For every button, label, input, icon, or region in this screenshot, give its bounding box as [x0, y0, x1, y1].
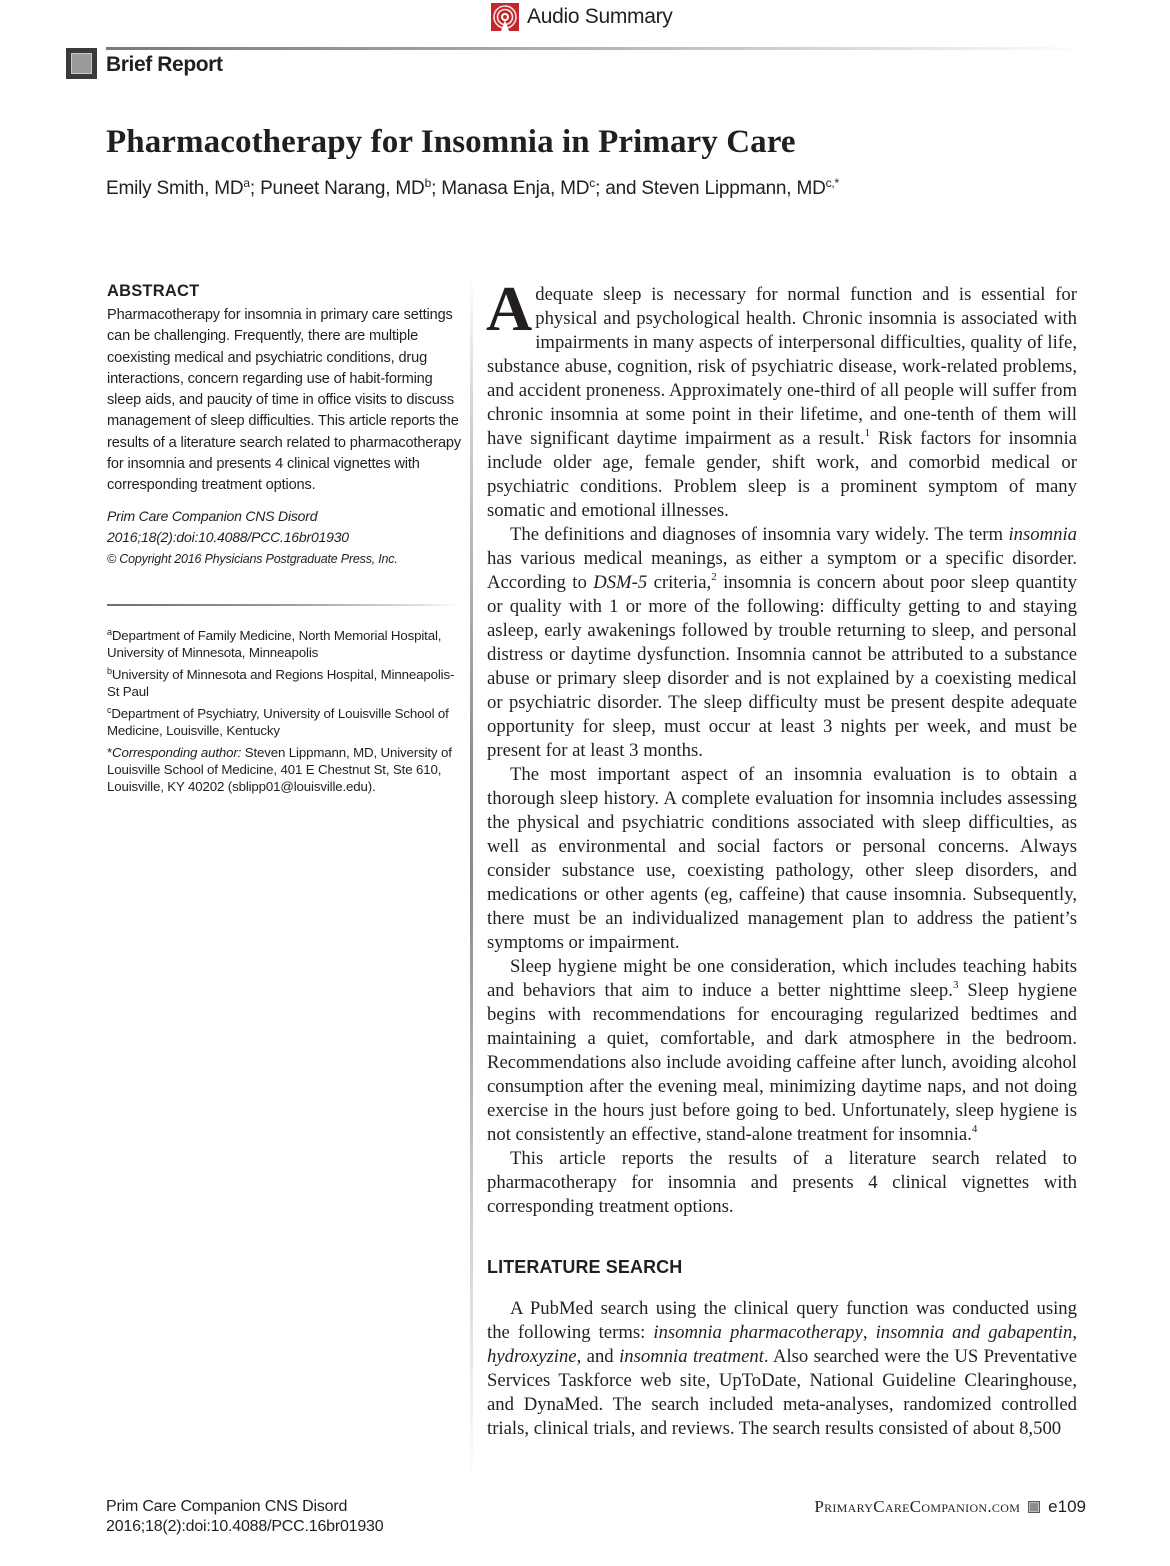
citation — [107, 506, 463, 571]
footer-citation — [106, 1497, 383, 1537]
audio-summary-button[interactable] — [491, 3, 673, 31]
footer-right — [814, 1497, 1086, 1517]
corresponding-author: *Corresponding author: Steven Lippmann, MD, University of Louisville School of Medicine, 401 E Chestnut St, Ste 610, Louisville, KY 40202 (sblipp01@louisville.edu). — [107, 744, 452, 795]
copyright: © Copyright 2016 Physicians Postgraduate Press, Inc. — [107, 551, 398, 566]
article-body — [486, 273, 1078, 1441]
abstract-divider — [107, 604, 457, 606]
footer-doi: 2016;18(2):doi:10.4088/PCC.16br01930 — [106, 1518, 384, 1535]
drop-cap: A — [486, 273, 533, 344]
author: Manasa Enja, $MD^c$; and — [441, 176, 642, 199]
author-list — [106, 178, 839, 200]
affiliations — [107, 627, 463, 800]
reference-link[interactable]: 3 — [952, 979, 959, 991]
body-paragraph: Adequate sleep is necessary for normal function and is essential for physical and psychological health. Chronic insomnia is associated with impairments in many aspects of interpersonal difficulties, quality of life, substance abuse, cognition, risk of psychiatric disease, work-related problems, and accident proneness. Approximately one-third of all people will suffer from chronic insomnia at some point in their lifetime, and one-tenth of them will have significant daytime impairment as a result.$^1$ Risk factors for insomnia include older age, female gender, shift work, and comorbid medical or psychiatric conditions. Problem sleep is a prominent symptom of many somatic and emotional illnesses. — [486, 273, 1077, 521]
affiliation-item: $^a$Department of Family Medicine, North Memorial Hospital, University of Minnesota, Minneapolis — [107, 627, 442, 661]
author: Steven Lippmann, $MD^{c,*}$ — [641, 176, 840, 199]
section-label: Brief Report — [106, 53, 223, 76]
affiliation-item: $^c$Department of Psychiatry, University of Louisville School of Medicine, Louisville, Kentucky — [107, 704, 449, 739]
author: Puneet Narang, $MD^b$; — [260, 176, 442, 199]
abstract-text: Pharmacotherapy for insomnia in primary care settings can be challenging. Frequently, there are multiple coexisting medical and psychiatric conditions, drug interactions, concern regarding use of habit-forming sleep aids, and paucity of time in office visits to discuss management of sleep difficulties. This article reports the results of a literature search related to pharmacotherapy for insomnia and presents 4 clinical vignettes with corresponding treatment options. — [107, 307, 462, 494]
body-paragraph: This article reports the results of a literature search related to pharmacotherapy for insomnia and presents 4 clinical vignettes with corresponding treatment options. — [487, 1148, 1077, 1217]
article-title: Pharmacotherapy for Insomnia in Primary Care — [106, 124, 796, 160]
abstract-panel — [107, 282, 463, 570]
header-rule — [106, 47, 1086, 50]
reference-link[interactable]: 4 — [971, 1123, 978, 1135]
section-marker-icon — [66, 48, 97, 79]
footer-journal: Prim Care Companion CNS Disord — [106, 1498, 348, 1515]
column-divider — [470, 275, 473, 1485]
section-heading: LITERATURE SEARCH — [487, 1257, 683, 1277]
citation-journal: Prim Care Companion CNS Disord — [107, 507, 318, 524]
citation-doi: 2016;18(2):doi:10.4088/PCC.16br01930 — [107, 529, 349, 546]
website-link[interactable]: PrimaryCareCompanion.com — [814, 1497, 1021, 1516]
page-number: e109 — [1048, 1497, 1086, 1516]
reference-link[interactable]: 2 — [711, 571, 717, 583]
affiliation-item: $^b$University of Minnesota and Regions Hospital, Minneapolis-St Paul — [107, 665, 455, 700]
separator-square-icon — [1028, 1501, 1040, 1513]
author: Emily Smith, $MD^a$; — [106, 176, 261, 199]
audio-summary-label: Audio Summary — [527, 5, 673, 28]
reference-link[interactable]: 1 — [864, 427, 871, 439]
body-paragraph: Sleep hygiene might be one consideration, which includes teaching habits and behaviors that aim to induce a better nighttime sleep.$^3$ Sleep hygiene begins with recommendations for encouraging regularized bedtimes and maintaining a quiet, comfortable, and dark atmosphere in the bedroom. Recommendations also include avoiding caffeine after lunch, avoiding alcohol consumption after the evening meal, minimizing daytime naps, and not doing exercise in the hours just before going to bed. Unfortunately, sleep hygiene is not consistently an effective, stand-alone treatment for insomnia.$^4$ — [487, 956, 1077, 1145]
audio-speaker-icon — [491, 3, 519, 31]
body-paragraph: The definitions and diagnoses of insomnia vary widely. The term insomnia has various medical meanings, as either a symptom or a specific disorder. According to DSM-5 criteria,$^2$ insomnia is concern about poor sleep quantity or quality with 1 or more of the following: difficulty getting to and staying asleep, early awakenings followed by trouble returning to sleep, and personal distress or daytime dysfunction. Insomnia cannot be attributed to a substance abuse or primary sleep disorder and is not explained by a coexisting medical or psychiatric disorder. The sleep difficulty must be present despite adequate opportunity for sleep, must occur at least 3 nights per week, and must be present for at least 3 months. — [487, 524, 1077, 761]
body-paragraph: A PubMed search using the clinical query function was conducted using the following terms: insomnia pharmacotherapy, insomnia and gabapentin, hydroxyzine, and insomnia treatment. Also searched were the US Preventative Services Taskforce web site, UpToDate, National Guideline Clearinghouse, and DynaMed. The search included meta-analyses, randomized controlled trials, clinical trials, and reviews. The search results consisted of about 8,500 — [487, 1298, 1078, 1439]
abstract-heading: ABSTRACT — [107, 282, 200, 300]
body-paragraph: The most important aspect of an insomnia evaluation is to obtain a thorough sleep history. A complete evaluation for insomnia includes assessing the physical and psychiatric conditions associated with sleep difficulties, as well as environmental and social factors or personal concerns. Always consider substance use, coexisting pathology, other sleep disorders, and medications or other agents (eg, caffeine) that cause insomnia. Subsequently, there must be an individualized management plan to address the patient’s symptoms or impairment. — [487, 764, 1077, 953]
